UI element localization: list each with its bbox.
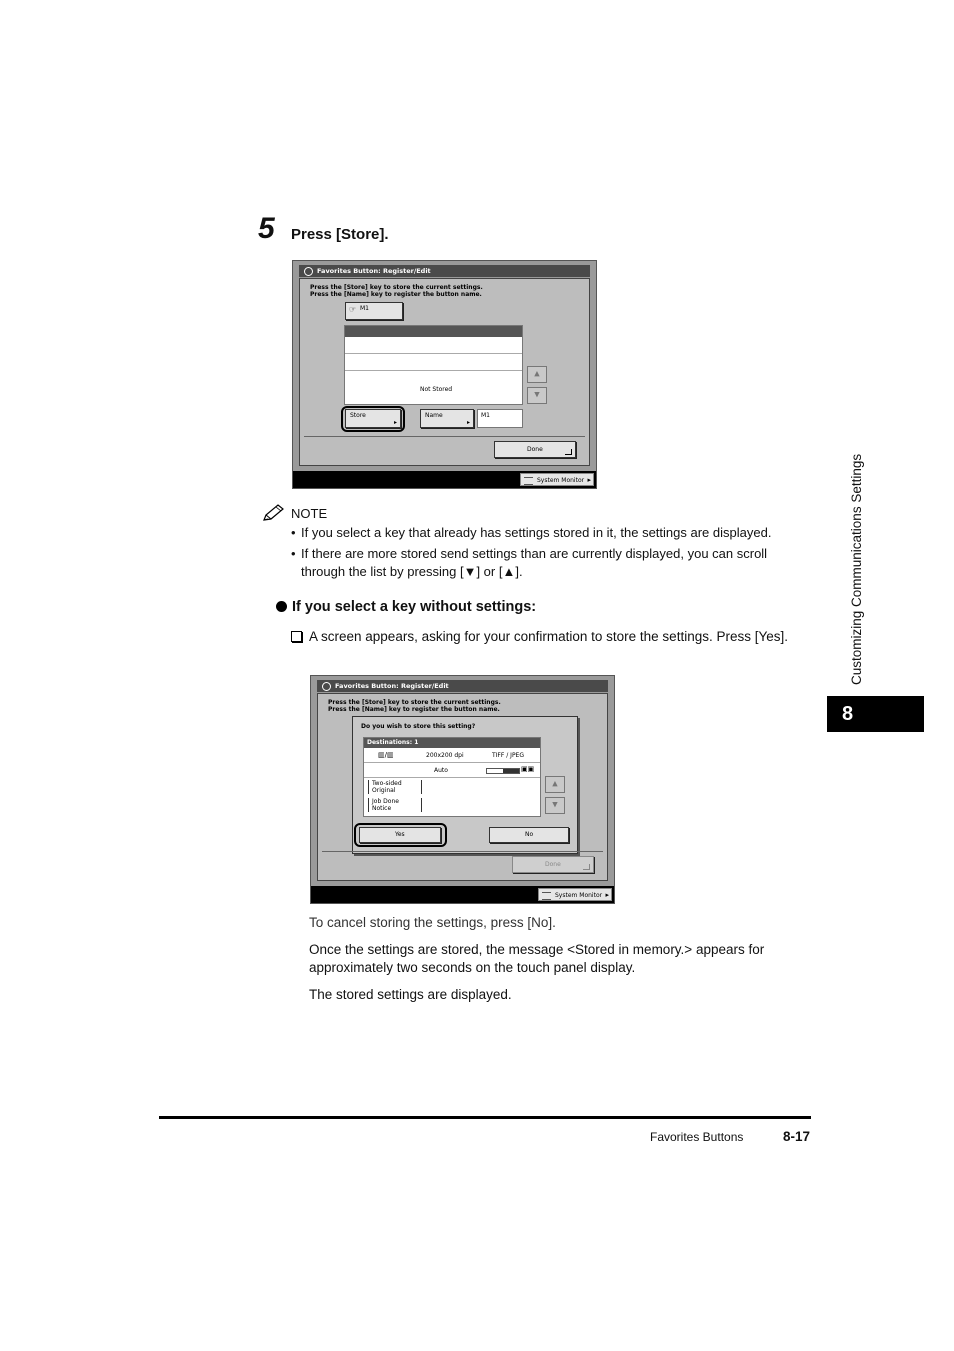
name-button-label: Name (425, 412, 443, 419)
destinations-bar (364, 738, 540, 748)
store-button-label: Store (350, 412, 366, 419)
option-label: Original (372, 787, 396, 794)
screen-title-bar (317, 680, 608, 692)
done-button-disabled (512, 856, 594, 873)
footer-rule (159, 1116, 811, 1119)
note-item (291, 524, 821, 542)
system-monitor-button[interactable]: System Monitor ▸ (538, 888, 612, 901)
checkbox-icon (291, 631, 302, 642)
triangle-right-icon: ▸ (466, 419, 470, 426)
screen-panel (299, 278, 590, 466)
option-label: Two-sided (372, 780, 402, 787)
enter-icon (565, 449, 572, 455)
panel-divider (322, 851, 603, 852)
system-monitor-button[interactable]: System Monitor ▸ (520, 473, 594, 486)
enter-icon (583, 864, 590, 870)
instruction-line-2: Press the [Name] key to register the button name. (310, 291, 482, 298)
screen-title-bar (299, 265, 590, 277)
row-divider (364, 777, 540, 778)
list-divider (345, 370, 522, 371)
name-button[interactable] (420, 409, 474, 428)
name-field[interactable] (477, 409, 523, 428)
step-title: Press [Store]. (291, 226, 389, 243)
stored-paragraph: Once the settings are stored, the message <Stored in memory.> appears for approximately two seconds on the touch panel display. (309, 942, 765, 975)
note-item-text: If you select a key that already has settings stored in it, the settings are displayed. (301, 525, 772, 540)
done-button-label: Done (527, 446, 543, 453)
list-divider (345, 353, 522, 354)
favorites-icon (322, 682, 331, 691)
settings-summary (363, 737, 541, 817)
status-bar (311, 886, 614, 903)
checkbox-item (291, 628, 791, 646)
footer-page-number: 8-17 (783, 1129, 811, 1144)
favorite-key-icon: ☞ (349, 305, 357, 314)
yes-button[interactable] (359, 827, 441, 843)
file-format-value: TIFF / JPEG (492, 752, 525, 759)
m1-button-label: M1 (360, 305, 369, 312)
screen-title: Favorites Button: Register/Edit (317, 267, 431, 275)
store-button[interactable] (345, 409, 401, 428)
row-divider (364, 762, 540, 763)
screenshot-confirm (310, 675, 615, 904)
list-status: Not Stored (420, 386, 453, 393)
resolution-value: 200x200 dpi (426, 752, 464, 759)
option-label: Notice (372, 805, 392, 812)
bullet-dot: • (291, 525, 296, 540)
displayed-paragraph: The stored settings are displayed. (309, 987, 512, 1002)
subsection-heading (276, 599, 536, 615)
density-value: Auto (434, 767, 448, 774)
screen-title: Favorites Button: Register/Edit (335, 682, 449, 690)
instruction-line-1: Press the [Store] key to store the current settings. (328, 699, 501, 706)
cancel-paragraph: To cancel storing the settings, press [No]. (309, 915, 556, 930)
chapter-title-vertical: Customizing Communications Settings (849, 453, 864, 685)
original-type-icon: ▥/▥ (378, 751, 394, 759)
dialog-question: Do you wish to store this setting? (361, 723, 476, 730)
screenshot-store (292, 260, 597, 489)
step-number: 5 (258, 212, 275, 245)
scroll-down-button[interactable]: ▼ (527, 387, 547, 404)
density-adjust-icon: ▣▣ (521, 765, 535, 773)
subsection-heading-text: If you select a key without settings: (292, 599, 537, 615)
bullet-dot: • (291, 546, 296, 561)
note-item (291, 545, 811, 581)
scroll-up-button[interactable]: ▲ (545, 776, 565, 793)
triangle-right-icon: ▸ (393, 419, 397, 426)
pencil-note-icon (262, 504, 286, 522)
note-item-text: If there are more stored send settings than are currently displayed, you can scroll through the list by pressing [▼] or [▲]. (301, 546, 768, 579)
yes-button-label: Yes (395, 831, 405, 838)
panel-divider (304, 436, 585, 437)
no-button[interactable] (489, 827, 569, 843)
name-field-value: M1 (481, 412, 490, 419)
scroll-up-button[interactable]: ▲ (527, 366, 547, 383)
option-job-done (368, 798, 399, 812)
instruction-line-2: Press the [Name] key to register the button name. (328, 706, 500, 713)
done-button-label: Done (545, 861, 561, 868)
favorites-icon (304, 267, 313, 276)
done-button[interactable] (494, 441, 576, 458)
footer-section-title: Favorites Buttons (650, 1130, 744, 1144)
destinations-label: Destinations: 1 (367, 739, 419, 746)
scroll-down-button[interactable]: ▼ (545, 797, 565, 814)
bracket (418, 798, 422, 812)
instruction-line-1: Press the [Store] key to store the current settings. (310, 284, 483, 291)
density-slider (486, 768, 520, 774)
no-button-label: No (525, 831, 534, 838)
option-label: Job Done (372, 798, 399, 805)
option-two-sided (368, 780, 402, 794)
bracket (418, 780, 422, 794)
chapter-tab: 8 (827, 696, 924, 732)
list-header (345, 326, 522, 337)
bullet-circle-icon (276, 601, 287, 612)
screen-panel (317, 693, 608, 881)
m1-favorite-button[interactable] (345, 302, 403, 320)
status-bar (293, 471, 596, 488)
checkbox-item-text: A screen appears, asking for your confirmation to store the settings. Press [Yes]. (309, 629, 788, 644)
note-label: NOTE (291, 506, 328, 521)
settings-list (344, 325, 523, 405)
